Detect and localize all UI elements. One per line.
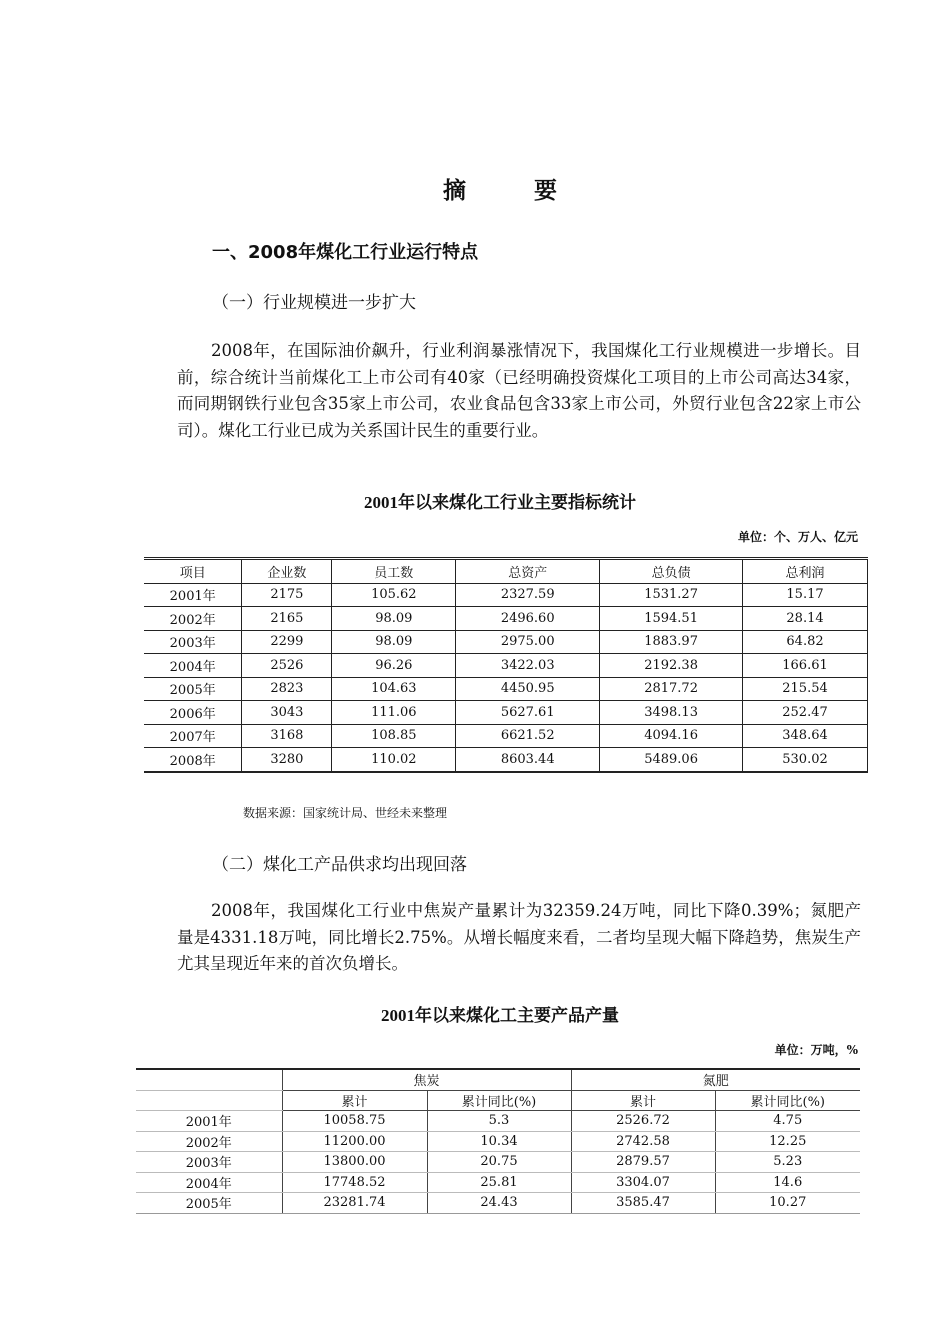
- table-cell: 105.62: [332, 583, 456, 607]
- table-cell: 2975.00: [456, 630, 600, 654]
- table-cell: 64.82: [743, 630, 868, 654]
- table-cell: 2742.58: [571, 1131, 715, 1152]
- table1-unit: 单位：个、万人、亿元: [737, 530, 858, 544]
- table-cell: 2004年: [144, 654, 242, 678]
- table-cell: 6621.52: [456, 724, 600, 748]
- table-cell: 2002年: [144, 607, 242, 631]
- table-header-row: [144, 559, 868, 584]
- table-cell: 4094.16: [600, 724, 743, 748]
- table-cell: 2003年: [136, 1152, 282, 1173]
- table-cell: 2823: [242, 677, 332, 701]
- table-cell: 23281.74: [282, 1193, 427, 1214]
- table-cell: 2175: [242, 583, 332, 607]
- table-row: [144, 701, 868, 725]
- table-cell: 3498.13: [600, 701, 743, 725]
- table-header-cell: 总资产: [456, 559, 600, 584]
- table-row: [136, 1172, 860, 1193]
- table-header-cell: 总利润: [743, 559, 868, 584]
- table-cell: 5.23: [715, 1152, 860, 1173]
- table-cell: 8603.44: [456, 748, 600, 772]
- table-cell: 2001年: [136, 1111, 282, 1132]
- product-output-table: [136, 1068, 860, 1214]
- table-cell: 25.81: [427, 1172, 571, 1193]
- table2-unit: 单位：万吨，%: [774, 1043, 858, 1057]
- table-cell: 12.25: [715, 1131, 860, 1152]
- table-header-cell: 员工数: [332, 559, 456, 584]
- table-cell: 5.3: [427, 1111, 571, 1132]
- table-cell: 14.6: [715, 1172, 860, 1193]
- table-cell: 4.75: [715, 1111, 860, 1132]
- table-cell: 2003年: [144, 630, 242, 654]
- table-cell: 111.06: [332, 701, 456, 725]
- page-title: 摘 要: [442, 177, 587, 204]
- table-row: [144, 724, 868, 748]
- table-cell: 20.75: [427, 1152, 571, 1173]
- table-cell: 4450.95: [456, 677, 600, 701]
- table-cell: 24.43: [427, 1193, 571, 1214]
- table-cell: 2879.57: [571, 1152, 715, 1173]
- table-cell: 3168: [242, 724, 332, 748]
- table-row: [144, 607, 868, 631]
- table-header-cell: 累计: [282, 1090, 427, 1111]
- paragraph-product-output: 2008年，我国煤化工行业中焦炭产量累计为32359.24万吨，同比下降0.39%；氮肥产量是4331.18万吨，同比增长2.75%。从增长幅度来看，二者均呈现大幅下降趋势，焦炭生产尤其呈现近年来的首次负增长。: [177, 901, 861, 973]
- table-cell: 1531.27: [600, 583, 743, 607]
- table-corner-cell: [136, 1090, 282, 1111]
- table-cell: 2006年: [144, 701, 242, 725]
- table-corner-cell: [136, 1069, 282, 1090]
- table-row: [136, 1111, 860, 1132]
- paragraph-industry-scale: 2008年，在国际油价飙升，行业利润暴涨情况下，我国煤化工行业规模进一步增长。目前，综合统计当前煤化工上市公司有40家（已经明确投资煤化工项目的上市公司高达34家，而同期钢铁行业包含35家上市公司，农业食品包含33家上市公司，外贸行业包含22家上市公司）。煤化工行业已成为关系国计民生的重要行业。: [177, 341, 861, 440]
- table-row: [144, 677, 868, 701]
- table-cell: 28.14: [743, 607, 868, 631]
- table-cell: 2001年: [144, 583, 242, 607]
- table-header-cell: 总负债: [600, 559, 743, 584]
- table-cell: 98.09: [332, 607, 456, 631]
- table-cell: 2327.59: [456, 583, 600, 607]
- group-header-coke: 焦炭: [282, 1069, 571, 1090]
- table-cell: 252.47: [743, 701, 868, 725]
- table1-caption: 2001年以来煤化工行业主要指标统计: [364, 493, 636, 512]
- table-subheader-row: [136, 1090, 860, 1111]
- table-cell: 2817.72: [600, 677, 743, 701]
- table-cell: 96.26: [332, 654, 456, 678]
- table-row: [144, 748, 868, 772]
- table-cell: 215.54: [743, 677, 868, 701]
- table-cell: 11200.00: [282, 1131, 427, 1152]
- table-header-cell: 项目: [144, 559, 242, 584]
- table-row: [136, 1152, 860, 1173]
- table-header-cell: 累计同比(%): [427, 1090, 571, 1111]
- table-cell: 1594.51: [600, 607, 743, 631]
- table-row: [136, 1131, 860, 1152]
- table-cell: 2007年: [144, 724, 242, 748]
- table-cell: 17748.52: [282, 1172, 427, 1193]
- table-row: [144, 583, 868, 607]
- table-cell: 2496.60: [456, 607, 600, 631]
- table-cell: 1883.97: [600, 630, 743, 654]
- table-cell: 2299: [242, 630, 332, 654]
- table-cell: 3043: [242, 701, 332, 725]
- table-cell: 2005年: [144, 677, 242, 701]
- table-cell: 3280: [242, 748, 332, 772]
- table1-source-note: 数据来源：国家统计局、世经未来整理: [243, 806, 448, 820]
- subsection-heading-1: （一）行业规模进一步扩大: [212, 293, 416, 313]
- table-cell: 3422.03: [456, 654, 600, 678]
- table-cell: 98.09: [332, 630, 456, 654]
- section-heading-1: 一、2008年煤化工行业运行特点: [212, 242, 479, 263]
- table-cell: 3585.47: [571, 1193, 715, 1214]
- table-header-cell: 累计: [571, 1090, 715, 1111]
- table-cell: 2165: [242, 607, 332, 631]
- industry-indicator-table: [144, 557, 868, 773]
- table-cell: 2192.38: [600, 654, 743, 678]
- table-cell: 348.64: [743, 724, 868, 748]
- group-header-nitrogen-fertilizer: 氮肥: [571, 1069, 860, 1090]
- table-row: [144, 630, 868, 654]
- table2-caption: 2001年以来煤化工主要产品产量: [381, 1006, 619, 1025]
- table-cell: 2526.72: [571, 1111, 715, 1132]
- table-header-cell: 企业数: [242, 559, 332, 584]
- table-cell: 2526: [242, 654, 332, 678]
- table-cell: 530.02: [743, 748, 868, 772]
- table-group-header-row: [136, 1069, 860, 1090]
- table-cell: 2008年: [144, 748, 242, 772]
- table-cell: 166.61: [743, 654, 868, 678]
- table-cell: 2005年: [136, 1193, 282, 1214]
- table-cell: 10.34: [427, 1131, 571, 1152]
- table-cell: 10058.75: [282, 1111, 427, 1132]
- table-cell: 10.27: [715, 1193, 860, 1214]
- table-cell: 5489.06: [600, 748, 743, 772]
- table-cell: 108.85: [332, 724, 456, 748]
- table-row: [144, 654, 868, 678]
- table-cell: 3304.07: [571, 1172, 715, 1193]
- table-cell: 15.17: [743, 583, 868, 607]
- table-cell: 2004年: [136, 1172, 282, 1193]
- table-cell: 104.63: [332, 677, 456, 701]
- table-cell: 110.02: [332, 748, 456, 772]
- subsection-heading-2: （二）煤化工产品供求均出现回落: [212, 855, 467, 875]
- table-header-cell: 累计同比(%): [715, 1090, 860, 1111]
- table-cell: 5627.61: [456, 701, 600, 725]
- table-row: [136, 1193, 860, 1214]
- table-cell: 2002年: [136, 1131, 282, 1152]
- table-cell: 13800.00: [282, 1152, 427, 1173]
